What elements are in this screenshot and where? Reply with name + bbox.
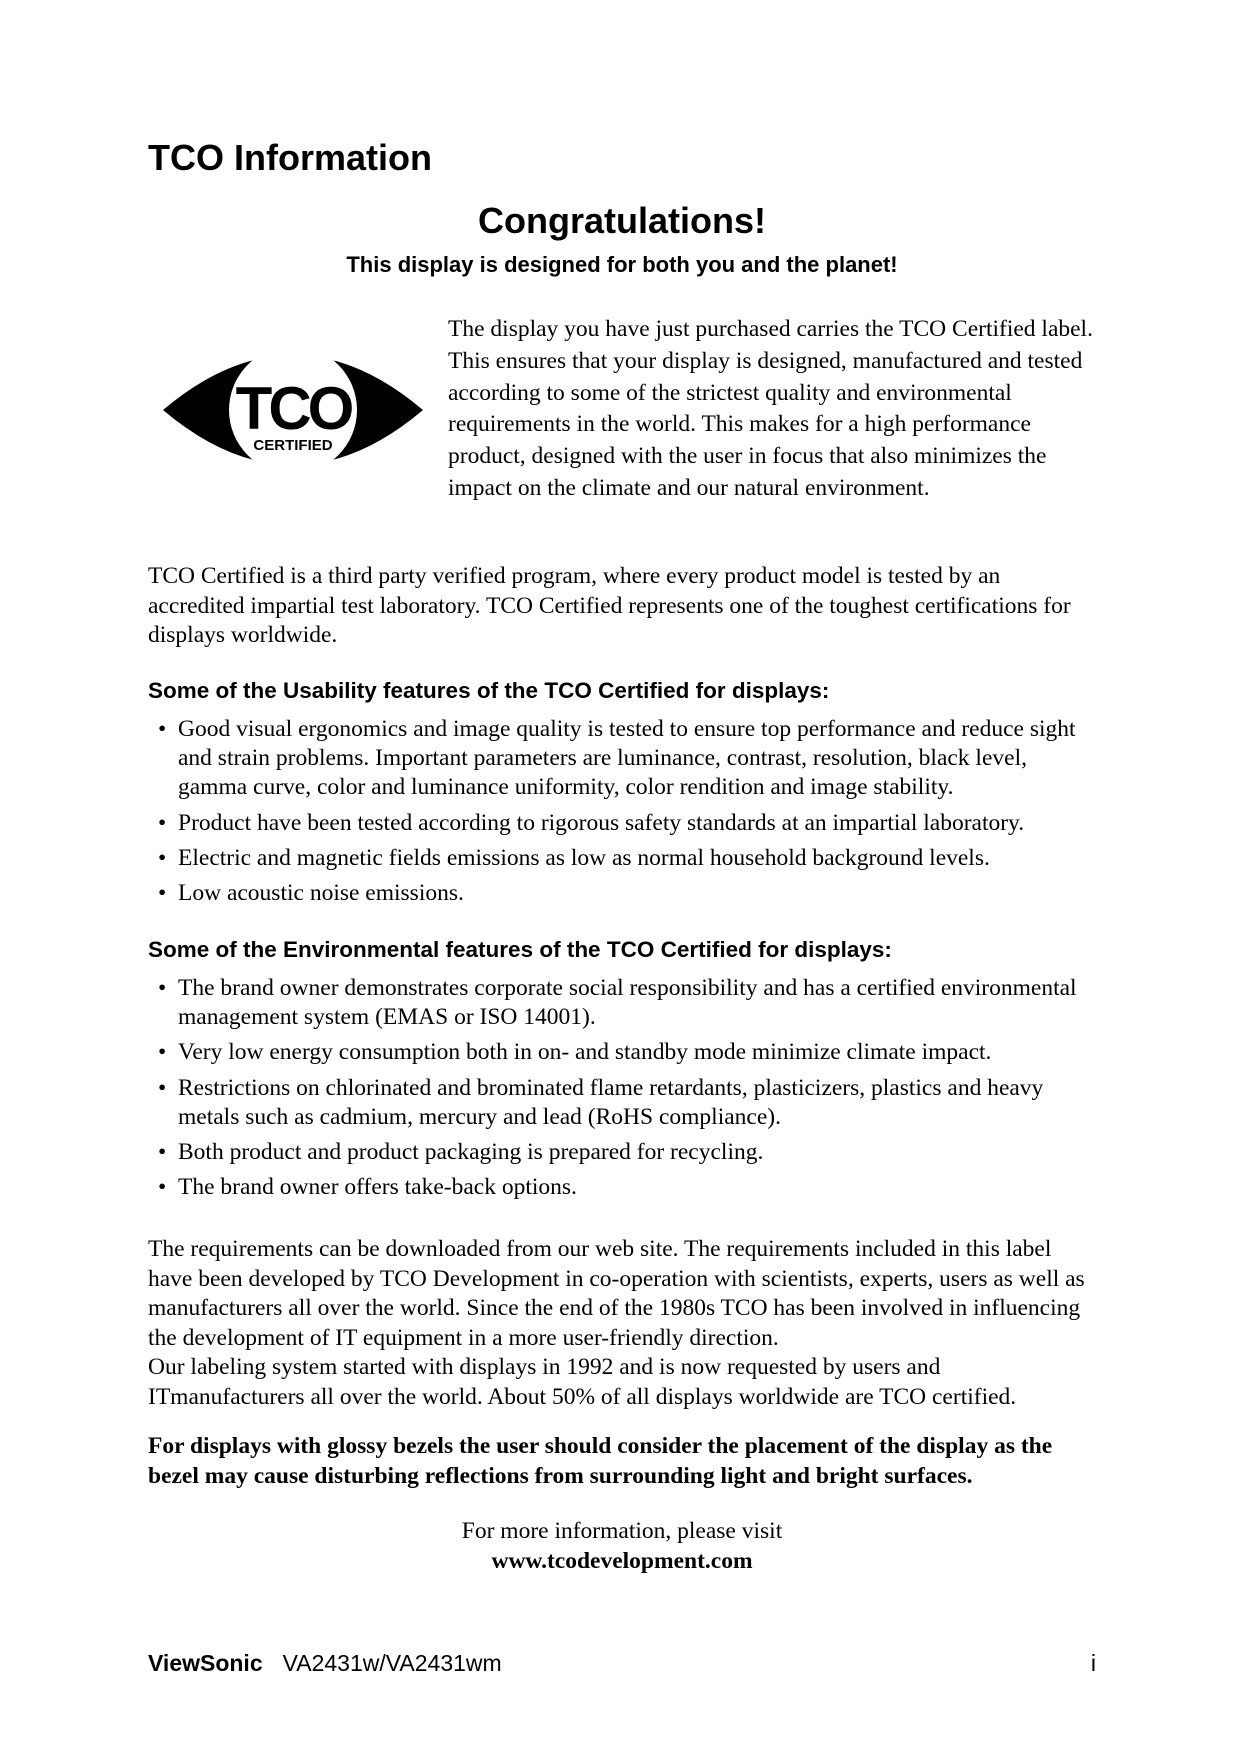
environmental-list bbox=[158, 974, 1098, 1208]
bullet-icon: • bbox=[158, 880, 167, 907]
list-item: • Both product and product packaging is prepared for recycling. bbox=[158, 1138, 1098, 1167]
page-footer bbox=[148, 1650, 1096, 1677]
bullet-icon: • bbox=[158, 844, 167, 871]
page-title: TCO Information bbox=[148, 137, 432, 178]
more-info-text: For more information, please visit bbox=[461, 1518, 783, 1544]
environmental-heading: Some of the Environmental features of the TCO Certified for displays: bbox=[148, 937, 892, 962]
page-number: i bbox=[1090, 1650, 1096, 1676]
certified-logo-text: CERTIFIED bbox=[253, 437, 333, 454]
requirements-text-1: The requirements can be downloaded from our web site. The requirements included in this label have been developed by TCO Development in co-operation with scientists, experts, users as well as manufacturers all over the world. Since the end of the 1980s TCO has been involved in influencing the development of IT equipment in a more user-friendly direction. bbox=[148, 1236, 1085, 1351]
list-item: • Very low energy consumption both in on- and standby mode minimize climate impact. bbox=[158, 1038, 1098, 1067]
bullet-icon: • bbox=[158, 975, 167, 1001]
requirements-text-2: Our labeling system started with displays in 1992 and is now requested by users and ITmanufacturers all over the world. About 50% of all displays worldwide are TCO certified. bbox=[148, 1354, 1017, 1410]
tco-logo-text: TCO bbox=[235, 375, 351, 442]
program-paragraph: TCO Certified is a third party verified program, where every product model is tested by an accredited impartial test laboratory. TCO Certified represents one of the toughest certifications for displays worldwide. bbox=[148, 563, 1071, 649]
list-item: • Low acoustic noise emissions. bbox=[158, 879, 1098, 908]
bullet-icon: • bbox=[158, 1039, 167, 1066]
tco-certified-logo bbox=[158, 325, 428, 495]
footer-model: VA2431w/VA2431wm bbox=[282, 1650, 502, 1676]
list-item: • Good visual ergonomics and image quality is tested to ensure top performance and reduce sight and strain problems. Important parameters are luminance, contrast, resolution, black level, gamma curve, color and luminance uniformity, color rendition and image stability. bbox=[158, 716, 1076, 801]
list-item: • The brand owner offers take-back options. bbox=[158, 1173, 1098, 1202]
congratulations-heading: Congratulations! bbox=[478, 200, 766, 241]
glossy-bezel-warning: For displays with glossy bezels the user should consider the placement of the display as the bezel may cause disturbing reflections from surrounding light and bright surfaces. bbox=[148, 1433, 1053, 1489]
list-item: • Product have been tested according to rigorous safety standards at an impartial laboratory. bbox=[158, 809, 1098, 838]
usability-list bbox=[158, 715, 1098, 914]
bullet-icon: • bbox=[158, 1074, 167, 1101]
more-info bbox=[148, 1517, 1096, 1576]
tagline: This display is designed for both you and the planet! bbox=[346, 252, 898, 277]
list-item: • The brand owner demonstrates corporate social responsibility and has a certified environmental management system (EMAS or ISO 14001). bbox=[158, 975, 1077, 1031]
bullet-icon: • bbox=[158, 1174, 167, 1201]
bullet-icon: • bbox=[158, 809, 167, 836]
usability-heading: Some of the Usability features of the TCO Certified for displays: bbox=[148, 678, 830, 703]
list-item: • Restrictions on chlorinated and brominated flame retardants, plasticizers, plastics and heavy metals such as cadmium, mercury and lead (RoHS compliance). bbox=[158, 1074, 1044, 1130]
footer-brand: ViewSonic bbox=[148, 1650, 263, 1676]
bullet-icon: • bbox=[158, 716, 167, 742]
bullet-icon: • bbox=[158, 1139, 167, 1166]
requirements-paragraph bbox=[148, 1235, 1098, 1413]
tco-website-link[interactable]: www.tcodevelopment.com bbox=[491, 1547, 753, 1574]
intro-paragraph: The display you have just purchased carries the TCO Certified label. This ensures that your display is designed, manufactured and tested according to some of the strictest quality and environmental requirements in the world. This makes for a high performance product, designed with the user in focus that also minimizes the impact on the climate and our natural environment. bbox=[448, 316, 1093, 501]
list-item: • Electric and magnetic fields emissions as low as normal household background levels. bbox=[158, 844, 1098, 873]
